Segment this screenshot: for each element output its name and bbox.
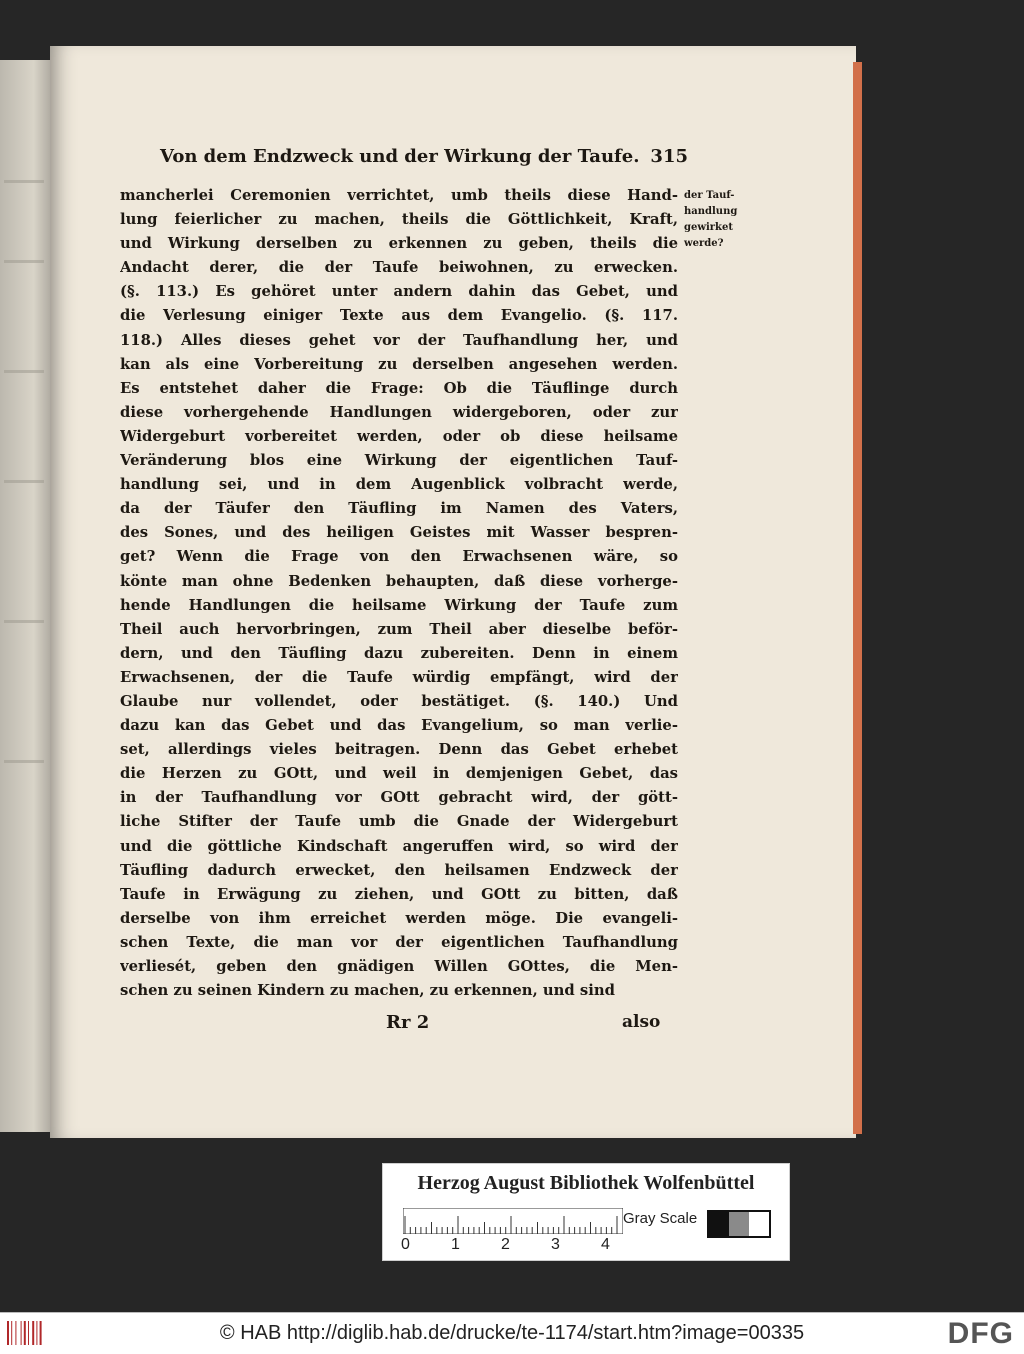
text-line: Veränderung blos eine Wirkung der eigentlichen Tauf- bbox=[120, 452, 678, 470]
text-line: kan als eine Vorbereitung zu derselben angesehen werden. bbox=[120, 355, 678, 373]
ruler-number: 2 bbox=[501, 1236, 510, 1253]
margin-line: handlung bbox=[684, 206, 738, 217]
text-line: Taufe in Erwägung zu ziehen, und GOtt zu bitten, daß bbox=[120, 885, 678, 903]
text-line: derselbe von ihm erreichet werden möge. Die evangeli- bbox=[120, 909, 678, 927]
text-line: schen Texte, die man vor der eigentlichen Taufhandlung bbox=[120, 933, 678, 951]
color-reference-card bbox=[382, 1163, 790, 1261]
text-line: und Wirkung derselben zu erkennen zu geben, theils die bbox=[120, 235, 678, 253]
text-line: liche Stifter der Taufe umb die Gnade der Widergeburt bbox=[120, 813, 678, 831]
text-line: und die göttliche Kindschaft angeruffen wird, so wird der bbox=[120, 837, 678, 855]
text-line: set, allerdings vieles beitragen. Denn das Gebet erhebet bbox=[120, 741, 678, 759]
text-line: in der Taufhandlung vor GOtt gebracht wird, der gött- bbox=[120, 789, 678, 807]
copyright-credit: © HAB http://diglib.hab.de/drucke/te-1174/start.htm?image=00335 bbox=[219, 1322, 805, 1344]
text-line: get? Wenn die Frage von den Erwachsenen wäre, so bbox=[120, 548, 678, 566]
text-line: hende Handlungen die heilsame Wirkung der Taufe zum bbox=[120, 596, 678, 614]
ruler-number: 0 bbox=[401, 1236, 410, 1253]
text-line: Täufling dadurch erwecket, den heilsamen Endzweck der bbox=[120, 861, 678, 879]
text-line: Es entstehet daher die Frage: Ob die Täuflinge durch bbox=[120, 379, 678, 397]
text-line: Theil auch hervorbringen, zum Theil aber dieselbe beför- bbox=[120, 620, 678, 638]
margin-line: werde? bbox=[684, 238, 724, 249]
ruler-number: 3 bbox=[551, 1236, 560, 1253]
text-line: dern, und den Täufling dazu zubereiten. Denn in einem bbox=[120, 644, 678, 662]
ruler-numbers bbox=[401, 1236, 631, 1256]
margin-line: gewirket bbox=[684, 222, 733, 233]
text-line: mancherlei Ceremonien verrichtet, umb theils diese Hand- bbox=[120, 187, 678, 204]
text-line: die Verlesung einiger Texte aus dem Evangelio. (§. 117. bbox=[120, 307, 678, 325]
text-line: 118.) Alles dieses gehet vor der Taufhandlung her, und bbox=[120, 331, 678, 349]
signature-mark: Rr 2 bbox=[386, 1012, 430, 1033]
page-body-text bbox=[120, 184, 678, 1003]
text-line: Erwachsenen, der die Taufe würdig empfängt, wird der bbox=[120, 668, 678, 686]
text-line: Andacht derer, die der Taufe beiwohnen, zu erwecken. bbox=[120, 259, 678, 277]
gray-swatch bbox=[729, 1212, 749, 1236]
text-line: des Sones, und des heiligen Geistes mit Wasser bespren- bbox=[120, 524, 678, 542]
text-line: (§. 113.) Es gehöret unter andern dahin das Gebet, und bbox=[120, 283, 678, 301]
running-head-title: Von dem Endzweck und der Wirkung der Taufe. bbox=[160, 146, 640, 167]
text-line: lung feierlicher zu machen, theils die Göttlichkeit, Kraft, bbox=[120, 211, 678, 229]
text-line: handlung sei, und in dem Augenblick volbracht werde, bbox=[120, 476, 678, 494]
running-head bbox=[160, 146, 688, 167]
gray-scale-swatches bbox=[707, 1210, 771, 1238]
marginal-note bbox=[684, 188, 756, 252]
text-line: da der Täufer den Täufling im Namen des Vaters, bbox=[120, 500, 678, 518]
margin-line: der Tauf- bbox=[684, 190, 735, 201]
dfg-logo: DFG bbox=[947, 1317, 1014, 1350]
page-edge-red bbox=[853, 62, 862, 1134]
text-line: Widergeburt vorbereitet werden, oder ob diese heilsame bbox=[120, 427, 678, 445]
gray-swatch bbox=[709, 1212, 729, 1236]
ruler-number: 1 bbox=[451, 1236, 460, 1253]
text-line: verliesét, geben den gnädigen Willen GOttes, die Men- bbox=[120, 958, 678, 975]
text-line: Glaube nur vollendet, oder bestätiget. (§. 140.) Und bbox=[120, 692, 678, 710]
gray-scale-label: Gray Scale bbox=[623, 1210, 698, 1227]
text-line: die Herzen zu GOtt, und weil in demjenigen Gebet, das bbox=[120, 765, 678, 783]
library-name: Herzog August Bibliothek Wolfenbüttel bbox=[417, 1172, 755, 1194]
page-number: 315 bbox=[650, 146, 688, 167]
text-line: schen zu seinen Kindern zu machen, zu erkennen, und sind bbox=[120, 982, 615, 1000]
footer-bar bbox=[0, 1312, 1024, 1354]
text-line: dazu kan das Gebet und das Evangelium, so man verlie- bbox=[120, 717, 678, 735]
ruler-scale bbox=[403, 1208, 623, 1234]
text-line: könte man ohne Bedenken behaupten, daß diese vorherge- bbox=[120, 572, 678, 590]
ruler-number: 4 bbox=[601, 1236, 610, 1253]
catchword: also bbox=[622, 1012, 661, 1032]
text-line: diese vorhergehende Handlungen widergeboren, oder zur bbox=[120, 403, 678, 421]
gray-swatch bbox=[749, 1212, 769, 1236]
previous-page-edge bbox=[0, 60, 56, 1132]
